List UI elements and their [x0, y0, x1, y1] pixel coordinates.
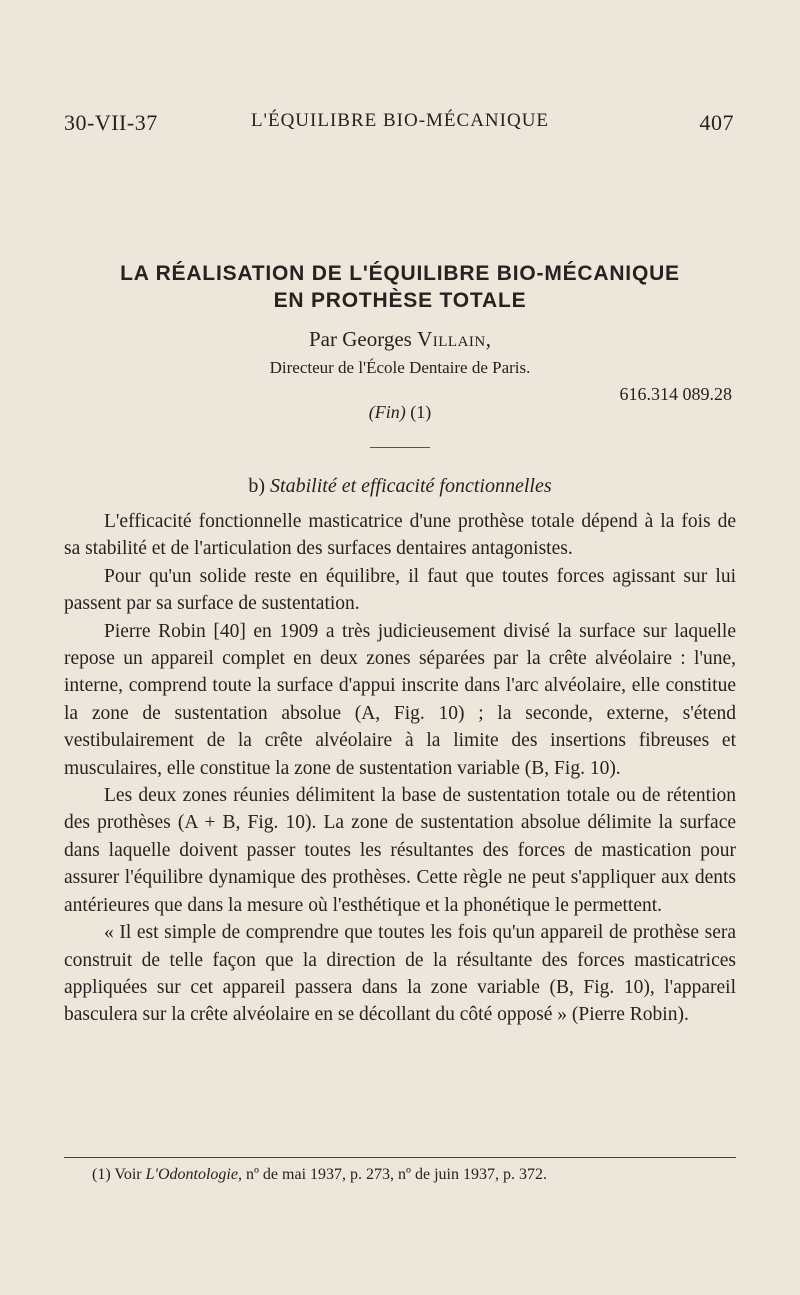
- paragraph: Pierre Robin [40] en 1909 a très judicieusement divisé la surface sur laquelle repose un appareil complet en deux zones séparées par la crête alvéolaire : l'une, interne, comprend toute la surface d'appui inscrite dans l'arc alvéolaire, elle constitue la zone de sustentation absolue (A, Fig. 10) ; la seconde, externe, s'étend vestibulairement de la crête alvéolaire à la limite des insertions fibreuses et musculaires, elle constitue la zone de sustentation variable (B, Fig. 10).: [64, 620, 736, 779]
- footnote: [92, 1166, 547, 1184]
- paragraph: L'efficacité fonctionnelle masticatrice d'une prothèse totale dépend à la fois de sa stabilité et de l'articulation des surfaces dentaires antagonistes.: [64, 511, 736, 560]
- section-heading: [0, 475, 800, 498]
- separator-rule: [370, 447, 430, 448]
- byline: [0, 327, 800, 352]
- paragraph: Pour qu'un solide reste en équilibre, il faut que toutes forces agissant sur lui passent par sa surface de sustentation.: [64, 565, 736, 615]
- running-header-date: 30-VII-37: [64, 110, 158, 135]
- fin-label: (Fin): [368, 402, 406, 422]
- byline-prefix: Par Georges: [309, 327, 418, 351]
- author-surname: Villain: [417, 327, 486, 351]
- section-title: Stabilité et efficacité fonctionnelles: [270, 475, 552, 497]
- article-title-line-1: LA RÉALISATION DE L'ÉQUILIBRE BIO-MÉCANIQUE: [120, 262, 680, 285]
- author-affiliation: Directeur de l'École Dentaire de Paris.: [269, 358, 531, 377]
- footnote-reference: (1): [405, 402, 432, 422]
- classification-number: 616.314 089.28: [619, 384, 732, 404]
- running-header-title: L'ÉQUILIBRE BIO-MÉCANIQUE: [250, 110, 550, 131]
- footnote-details: nº de mai 1937, p. 273, nº de juin 1937, p. 372.: [241, 1166, 547, 1183]
- section-letter: b): [248, 475, 271, 497]
- footnote-journal: L'Odontologie,: [145, 1166, 242, 1183]
- page-number: 407: [699, 110, 734, 135]
- paragraph: « Il est simple de comprendre que toutes les fois qu'un appareil de prothèse sera construit de telle façon que la direction de la résultante des forces masticatrices appliquées sur cet appareil passera dans la zone variable (B, Fig. 10), l'appareil basculera sur la crête alvéolaire en se décollant du côté opposé » (Pierre Robin).: [64, 922, 736, 1026]
- footnote-rule: [64, 1157, 736, 1158]
- body-text: [64, 508, 736, 1029]
- continuation-note: [0, 402, 800, 423]
- byline-suffix: ,: [485, 327, 491, 351]
- footnote-marker: (1) Voir: [92, 1166, 146, 1183]
- paragraph: Les deux zones réunies délimitent la base de sustentation totale ou de rétention des prothèses (A + B, Fig. 10). La zone de sustentation absolue délimite la surface dans laquelle doivent passer toutes les résultantes des forces de mastication pour assurer l'équilibre dynamique des prothèses. Cette règle ne peut s'appliquer aux dents antérieures que dans la mesure où l'esthétique et la phonétique le permettent.: [64, 785, 736, 916]
- article-title-line-2: EN PROTHÈSE TOTALE: [273, 289, 527, 312]
